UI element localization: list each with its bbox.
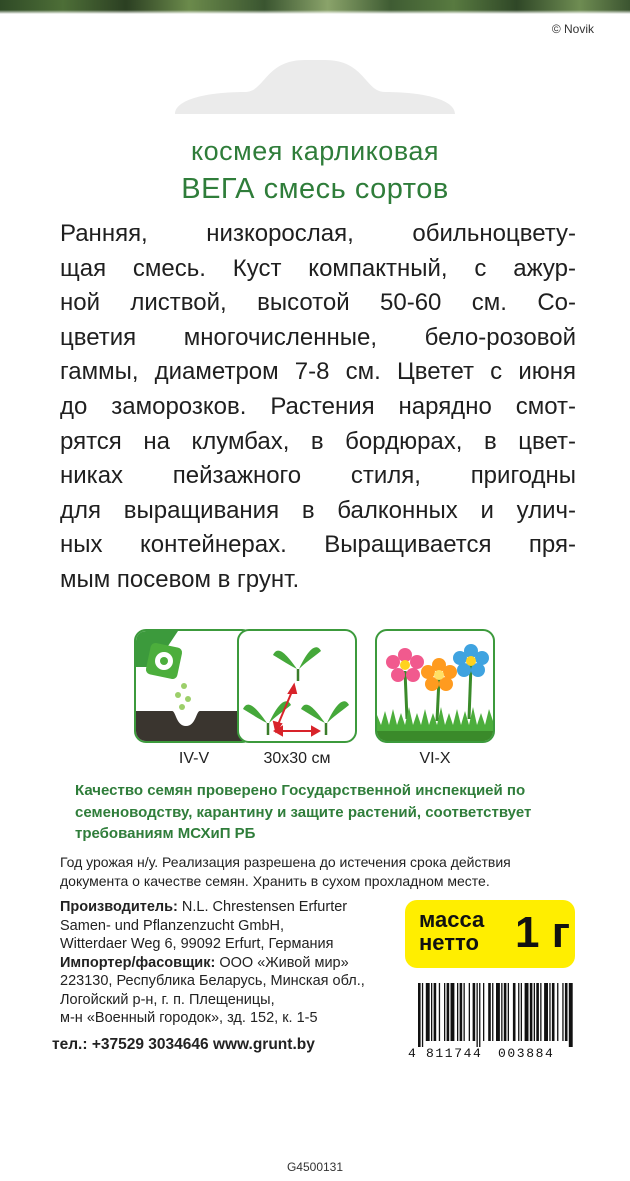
barcode-bar: [562, 983, 563, 1041]
barcode-bar: [508, 983, 509, 1041]
importer-name: ООО «Живой мир»: [215, 954, 349, 971]
sowing-period: IV-V: [178, 750, 210, 767]
barcode-bar: [501, 983, 502, 1041]
producer-address: Witterdaer Weg 6, 99092 Erfurt, Германия: [60, 936, 334, 952]
description-line: ных контейнерах. Выращивается пря-: [60, 531, 576, 559]
importer-address: 223130, Республика Беларусь, Минская обл.,: [60, 973, 365, 989]
description-line: щая смесь. Куст компактный, с ажур-: [60, 254, 576, 282]
barcode-bar: [488, 983, 491, 1041]
barcode: [406, 983, 576, 1059]
barcode-bar: [473, 983, 476, 1041]
net-weight-value: 1 г: [515, 908, 571, 957]
producer-name: N.L. Chrestensen Erfurter: [177, 899, 348, 915]
sowing-icon: [134, 629, 254, 743]
quality-line: семеноводству, карантину и защите растений, соответствует: [75, 803, 532, 821]
spacing-label: 30x30 см: [263, 750, 331, 767]
barcode-bar: [544, 983, 548, 1041]
description-line: для выращивания в балконных и улич-: [60, 496, 576, 524]
net-weight-label: масса нетто: [419, 907, 485, 955]
barcode-bar: [557, 983, 558, 1041]
quality-line: Качество семян проверено Государственной инспекцией по: [75, 782, 526, 799]
net-weight-badge: [405, 900, 575, 968]
barcode-bar: [439, 983, 440, 1041]
description-line: гаммы, диаметром 7-8 см. Цветет с июня: [60, 358, 576, 386]
barcode-bar: [513, 983, 516, 1041]
barcode-bar: [469, 983, 470, 1041]
description: [60, 217, 576, 598]
importer-address: м-н «Военный городок», зд. 152, к. 1-5: [60, 1010, 318, 1026]
barcode-bar: [525, 983, 529, 1041]
barcode-bar: [552, 983, 555, 1041]
note-line: Год урожая н/у. Реализация разрешена до истечения срока действия: [60, 854, 511, 870]
barcode-bar: [549, 983, 550, 1041]
barcode-digits-right: 003884: [498, 1046, 555, 1059]
description-line: мым посевом в грунт.: [60, 565, 300, 593]
flowering-period: VI-X: [419, 750, 451, 767]
barcode-digits-left: 811744: [426, 1046, 483, 1059]
importer-address: Логойский р-н, г. п. Плещеницы,: [60, 991, 275, 1008]
barcode-bar: [418, 983, 421, 1047]
barcode-bar: [496, 983, 500, 1041]
barcode-bar: [431, 983, 432, 1041]
barcode-bar: [521, 983, 522, 1041]
copyright: © Novik: [551, 22, 594, 36]
barcode-bar: [530, 983, 533, 1041]
barcode-bar: [477, 983, 478, 1047]
header-photo-strip: [0, 0, 630, 14]
description-line: никах пейзажного стиля, пригодны: [60, 462, 576, 490]
storage-note: [60, 853, 530, 891]
quality-statement: [75, 780, 575, 845]
barcode-digit-first: 4: [408, 1046, 416, 1059]
quality-line: требованиям МСХиП РБ: [75, 825, 256, 842]
description-line: цветия многочисленные, бело-розовой: [60, 323, 576, 351]
description-line: до заморозков. Растения нарядно смот-: [60, 392, 576, 420]
producer-label: Производитель:: [60, 899, 178, 915]
barcode-bar: [565, 983, 568, 1041]
importer-label: Импортер/фасовщик:: [60, 954, 216, 971]
barcode-bar: [451, 983, 455, 1041]
producer-info: [60, 898, 410, 1028]
barcode-bar: [434, 983, 437, 1041]
spacing-icon: [237, 629, 357, 743]
barcode-bar: [444, 983, 445, 1041]
product-variety: ВЕГА смесь сортов: [181, 173, 449, 205]
description-line: ной листвой, высотой 50-60 см. Со-: [60, 289, 576, 317]
barcode-bar: [534, 983, 535, 1041]
producer-line: Samen- und Pflanzenzucht GmbH,: [60, 917, 285, 934]
barcode-bar: [422, 983, 423, 1047]
flowering-icon: [375, 629, 495, 743]
description-line: рятся на клумбах, в бордюрах, в цвет-: [60, 427, 576, 455]
barcode-bar: [536, 983, 539, 1041]
barcode-bar: [460, 983, 463, 1041]
note-line: документа о качестве семян. Хранить в сухом прохладном месте.: [60, 873, 490, 889]
barcode-bar: [447, 983, 450, 1041]
barcode-bar: [518, 983, 519, 1041]
product-type: космея карликовая: [191, 136, 439, 166]
barcode-bar: [479, 983, 480, 1047]
barcode-bar: [457, 983, 458, 1041]
description-line: Ранняя, низкорослая, обильноцвету-: [60, 220, 576, 247]
barcode-bar: [464, 983, 465, 1041]
barcode-bar: [569, 983, 573, 1047]
hang-tab: [175, 52, 455, 114]
barcode-bar: [492, 983, 493, 1041]
barcode-bar: [504, 983, 507, 1041]
barcode-bar: [540, 983, 541, 1041]
barcode-bar: [426, 983, 430, 1041]
barcode-bar: [483, 983, 484, 1041]
contacts: тел.: +37529 3034646 www.grunt.by: [52, 1036, 315, 1053]
product-code: G4500131: [286, 1160, 344, 1174]
